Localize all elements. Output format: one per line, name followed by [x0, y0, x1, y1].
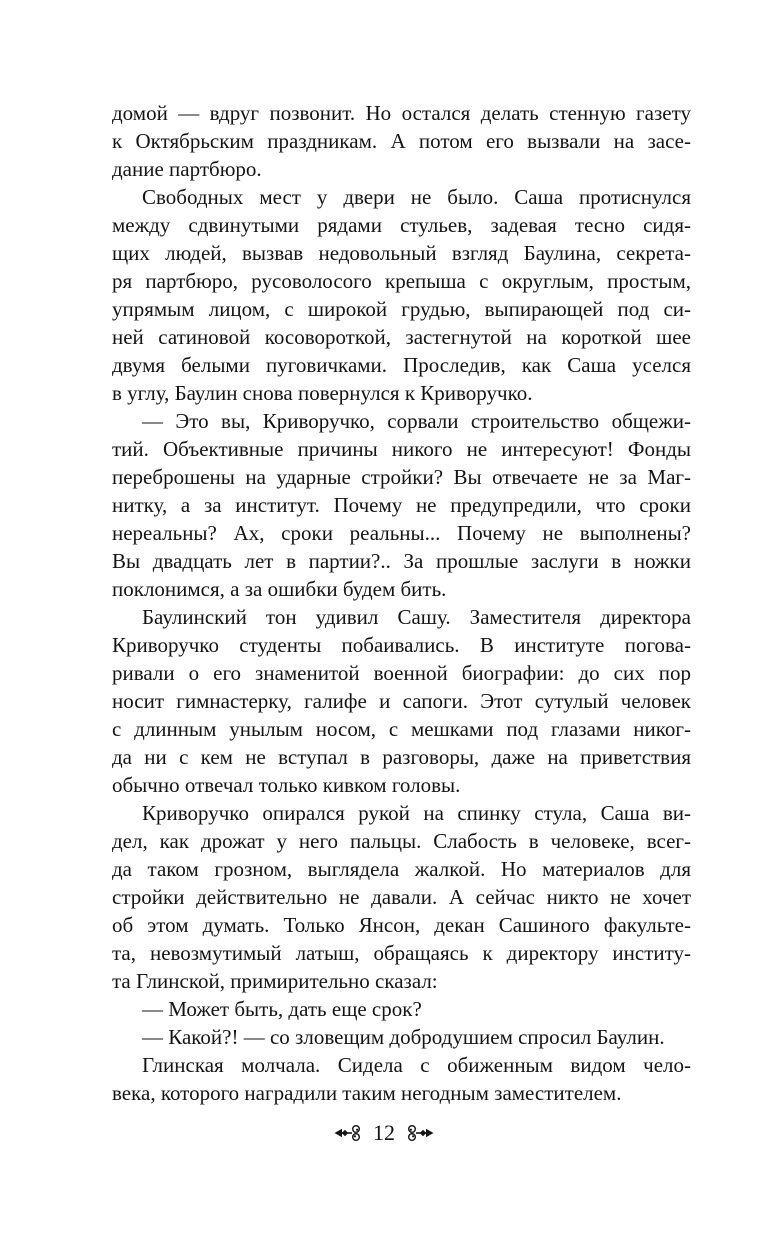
text-line: Вы двадцать лет в партии?.. За прошлые заслуги в ножки — [112, 549, 691, 573]
text-line: нитку, а за институт. Почему не предупредили, что сроки — [112, 493, 691, 517]
text-line: века, которого наградили таким негодным заместителем. — [112, 1081, 622, 1105]
text-line: та, невозмутимый латыш, обращаясь к директору институ- — [112, 941, 691, 965]
text-line: с длинным унылым носом, с мешками под глазами никог- — [112, 717, 691, 741]
text-line: тий. Объективные причины никого не интересуют! Фонды — [112, 437, 691, 461]
paragraph — [112, 1023, 691, 1051]
text-line: обычно отвечал только кивком головы. — [112, 773, 461, 797]
text-line: да ни с кем не вступал в разговоры, даже на приветствия — [112, 745, 691, 769]
paragraph — [112, 1051, 691, 1107]
page-text — [112, 99, 691, 1107]
text-line: да таком грозном, выглядела жалкой. Но материалов для — [112, 857, 691, 881]
text-line: Криворучко опирался рукой на спинку стула, Саша ви- — [142, 801, 691, 825]
paragraph — [112, 603, 691, 799]
page-number: 12 — [373, 1120, 395, 1145]
text-line: Криворучко студенты побаивались. В институте погова- — [112, 633, 691, 657]
text-line: между сдвинутыми рядами стульев, задевая тесно сидя- — [112, 213, 691, 237]
text-line: поклонимся, а за ошибки будем бить. — [112, 577, 447, 601]
text-line: носит гимнастерку, галифе и сапоги. Этот сутулый человек — [112, 689, 691, 713]
text-line: Глинская молчала. Сидела с обиженным видом чело- — [142, 1053, 691, 1077]
text-line: щих людей, вызвав недовольный взгляд Баулина, секрета- — [112, 241, 691, 265]
text-line: упрямым лицом, с широкой грудью, выпирающей под си- — [112, 297, 691, 321]
text-line: Свободных мест у двери не было. Саша протиснулся — [142, 185, 691, 209]
paragraph — [112, 799, 691, 995]
fleuron-ornament-right-icon — [404, 1124, 434, 1142]
page-footer — [0, 1120, 768, 1146]
paragraph — [112, 407, 691, 603]
text-line: переброшены на ударные стройки? Вы отвечаете не за Маг- — [112, 465, 691, 489]
text-line: в углу, Баулин снова повернулся к Криворучко. — [112, 381, 533, 405]
text-line: к Октябрьским праздникам. А потом его вызвали на засе- — [112, 129, 691, 153]
text-line: Баулинский тон удивил Сашу. Заместителя директора — [142, 605, 691, 629]
text-line: двумя белыми пуговичками. Проследив, как Саша уселся — [112, 353, 691, 377]
paragraph — [112, 99, 691, 183]
text-line: стройки действительно не давали. А сейчас никто не хочет — [112, 885, 691, 909]
text-line: — Какой?! — со зловещим добродушием спросил Баулин. — [142, 1025, 665, 1049]
text-line: та Глинской, примирительно сказал: — [112, 969, 438, 993]
paragraph — [112, 995, 691, 1023]
text-line: домой — вдруг позвонит. Но остался делать стенную газету — [112, 101, 691, 125]
text-line: ривали о его знаменитой военной биографии: до сих пор — [112, 661, 691, 685]
paragraph — [112, 183, 691, 407]
text-line: дел, как дрожат у него пальцы. Слабость в человеке, всег- — [112, 829, 691, 853]
fleuron-ornament-left-icon — [334, 1124, 364, 1142]
text-line: об этом думать. Только Янсон, декан Сашиного факульте- — [112, 913, 691, 937]
text-line: — Может быть, дать еще срок? — [142, 997, 422, 1021]
text-line: дание партбюро. — [112, 157, 262, 181]
text-line: ней сатиновой косовороткой, застегнутой на короткой шее — [112, 325, 691, 349]
text-line: — Это вы, Криворучко, сорвали строительство общежи- — [142, 409, 691, 433]
text-line: ря партбюро, русоволосого крепыша с округлым, простым, — [112, 269, 691, 293]
text-line: нереальны? Ах, сроки реальны... Почему не выполнены? — [112, 521, 691, 545]
